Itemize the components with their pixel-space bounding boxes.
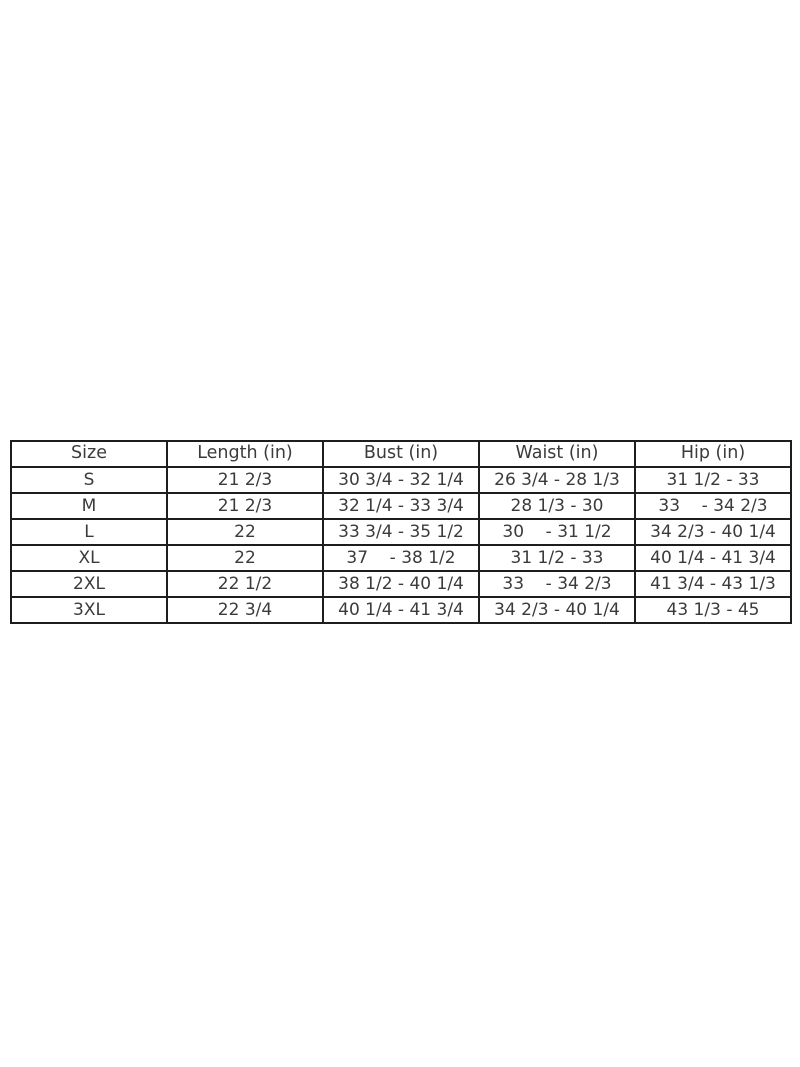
column-header-size: Size [11, 441, 167, 467]
length-cell: 22 [167, 545, 323, 571]
size-cell: L [11, 519, 167, 545]
length-cell: 21 2/3 [167, 493, 323, 519]
bust-cell: 37 - 38 1/2 [323, 545, 479, 571]
waist-cell: 26 3/4 - 28 1/3 [479, 467, 635, 493]
waist-cell: 33 - 34 2/3 [479, 571, 635, 597]
size-cell: 3XL [11, 597, 167, 623]
bust-cell: 33 3/4 - 35 1/2 [323, 519, 479, 545]
waist-cell: 28 1/3 - 30 [479, 493, 635, 519]
column-header-length: Length (in) [167, 441, 323, 467]
bust-cell: 32 1/4 - 33 3/4 [323, 493, 479, 519]
hip-cell: 40 1/4 - 41 3/4 [635, 545, 791, 571]
table-row-l [11, 519, 791, 545]
hip-cell: 33 - 34 2/3 [635, 493, 791, 519]
length-cell: 21 2/3 [167, 467, 323, 493]
size-cell: 2XL [11, 571, 167, 597]
bust-cell: 30 3/4 - 32 1/4 [323, 467, 479, 493]
length-cell: 22 3/4 [167, 597, 323, 623]
table-row-2xl [11, 571, 791, 597]
header-row [11, 441, 791, 467]
hip-cell: 31 1/2 - 33 [635, 467, 791, 493]
hip-cell: 41 3/4 - 43 1/3 [635, 571, 791, 597]
size-cell: XL [11, 545, 167, 571]
waist-cell: 31 1/2 - 33 [479, 545, 635, 571]
hip-cell: 43 1/3 - 45 [635, 597, 791, 623]
bust-cell: 40 1/4 - 41 3/4 [323, 597, 479, 623]
length-cell: 22 1/2 [167, 571, 323, 597]
table-row-3xl [11, 597, 791, 623]
hip-cell: 34 2/3 - 40 1/4 [635, 519, 791, 545]
bust-cell: 38 1/2 - 40 1/4 [323, 571, 479, 597]
size-chart-table [10, 440, 792, 624]
size-cell: M [11, 493, 167, 519]
column-header-hip: Hip (in) [635, 441, 791, 467]
length-cell: 22 [167, 519, 323, 545]
table-row-s [11, 467, 791, 493]
table-row-m [11, 493, 791, 519]
waist-cell: 30 - 31 1/2 [479, 519, 635, 545]
column-header-bust: Bust (in) [323, 441, 479, 467]
waist-cell: 34 2/3 - 40 1/4 [479, 597, 635, 623]
column-header-waist: Waist (in) [479, 441, 635, 467]
table-row-xl [11, 545, 791, 571]
size-cell: S [11, 467, 167, 493]
